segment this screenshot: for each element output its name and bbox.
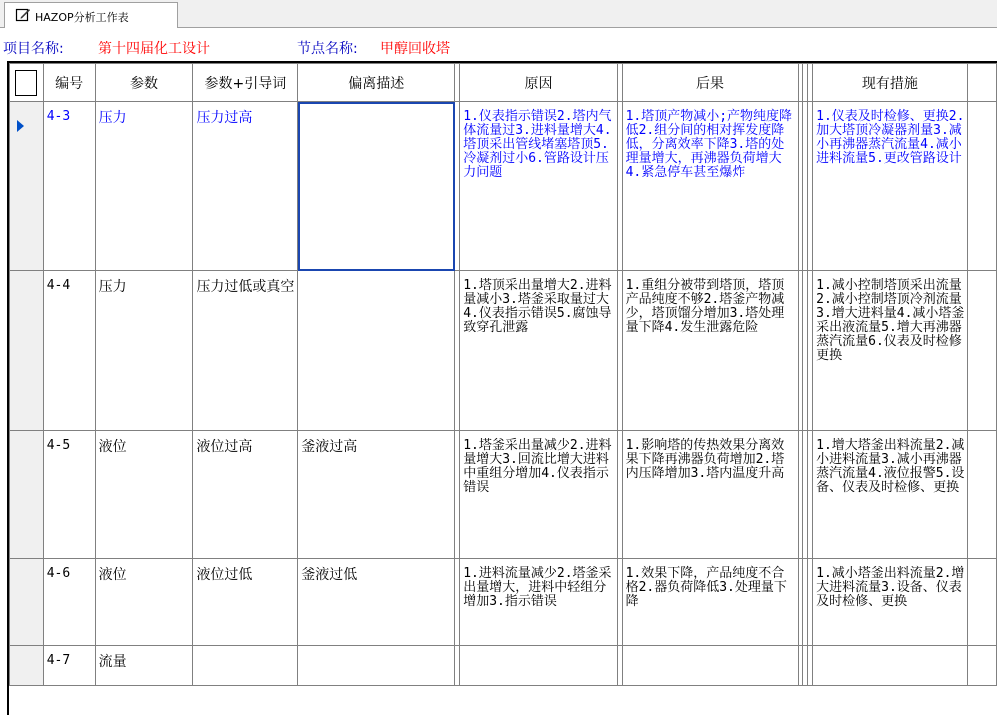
column-header-filler xyxy=(967,64,996,102)
cell-guideword[interactable]: 压力过高 xyxy=(193,102,298,271)
cell-cause[interactable]: 1.塔顶采出量增大2.进料量减小3.塔釜采取量过大4.仪表指示错误5.腐蚀导致穿孔泄露 xyxy=(460,271,617,431)
cell-deviation[interactable]: 釜液过高 xyxy=(298,431,455,559)
row-selector[interactable] xyxy=(10,431,44,559)
row-selector[interactable] xyxy=(10,646,44,686)
row-selector[interactable] xyxy=(10,271,44,431)
cell-filler xyxy=(967,102,996,271)
header-row xyxy=(10,64,997,102)
node-name-label: 节点名称: xyxy=(297,41,358,57)
cell-consequence[interactable] xyxy=(622,646,798,686)
column-header-param[interactable]: 参数 xyxy=(95,64,193,102)
column-header-consequence[interactable]: 后果 xyxy=(622,64,798,102)
cell-deviation-focused[interactable] xyxy=(298,102,455,271)
hazop-table xyxy=(9,63,997,686)
cell-filler xyxy=(967,646,996,686)
tab-hazop-worksheet[interactable] xyxy=(4,2,178,28)
cell-deviation[interactable] xyxy=(298,271,455,431)
cell-filler xyxy=(967,431,996,559)
table-row[interactable] xyxy=(10,271,997,431)
cell-cause[interactable]: 1.仪表指示错误2.塔内气体流量过3.进料量增大4.塔顶采出管线堵塞塔顶5.冷凝剂过小6.管路设计压力问题 xyxy=(460,102,617,271)
left-margin xyxy=(0,61,7,715)
tab-bar xyxy=(0,0,997,28)
cell-consequence[interactable]: 1.塔顶产物减小;产物纯度降低2.组分间的相对挥发度降低，分离效率下降3.塔的处理量增大，再沸器负荷增大4.紧急停车甚至爆炸 xyxy=(622,102,798,271)
cell-guideword[interactable]: 液位过高 xyxy=(193,431,298,559)
column-header-id[interactable]: 编号 xyxy=(43,64,95,102)
cell-param[interactable]: 流量 xyxy=(95,646,193,686)
row-selector[interactable] xyxy=(10,559,44,646)
cell-id[interactable]: 4-4 xyxy=(43,271,95,431)
cell-guideword[interactable]: 压力过低或真空 xyxy=(193,271,298,431)
node-name-value: 甲醇回收塔 xyxy=(380,41,450,57)
cell-consequence[interactable]: 1.效果下降，产品纯度不合格2.器负荷降低3.处理量下降 xyxy=(622,559,798,646)
cell-guideword[interactable]: 液位过低 xyxy=(193,559,298,646)
tab-label: HAZOP分析工作表 xyxy=(35,11,129,24)
cell-deviation[interactable]: 釜液过低 xyxy=(298,559,455,646)
column-header-guideword[interactable]: 参数+引导词 xyxy=(193,64,298,102)
project-name-label: 项目名称: xyxy=(3,41,64,57)
cell-deviation[interactable] xyxy=(298,646,455,686)
cell-param[interactable]: 压力 xyxy=(95,102,193,271)
cell-measures[interactable]: 1.增大塔釜出料流量2.减小进料流量3.减小再沸器蒸汽流量4.液位报警5.设备、仪表及时检修、更换 xyxy=(813,431,968,559)
table-row[interactable] xyxy=(10,431,997,559)
cell-filler xyxy=(967,271,996,431)
cell-id[interactable]: 4-5 xyxy=(43,431,95,559)
hazop-grid[interactable] xyxy=(7,61,997,715)
select-all-box[interactable] xyxy=(15,70,37,96)
cell-measures[interactable] xyxy=(813,646,968,686)
cell-param[interactable]: 液位 xyxy=(95,431,193,559)
cell-measures[interactable]: 1.减小塔釜出料流量2.增大进料流量3.设备、仪表及时检修、更换 xyxy=(813,559,968,646)
cell-id[interactable]: 4-7 xyxy=(43,646,95,686)
select-all-cell[interactable] xyxy=(10,64,44,102)
info-bar xyxy=(0,28,997,61)
project-name-value: 第十四届化工设计 xyxy=(98,41,210,57)
edit-form-icon xyxy=(15,6,31,22)
row-selector[interactable] xyxy=(10,102,44,271)
table-row[interactable] xyxy=(10,102,997,271)
cell-consequence[interactable]: 1.影响塔的传热效果分离效果下降再沸器负荷增加2.塔内压降增加3.塔内温度升高 xyxy=(622,431,798,559)
column-header-measures[interactable]: 现有措施 xyxy=(813,64,968,102)
table-row[interactable] xyxy=(10,559,997,646)
cell-id[interactable]: 4-6 xyxy=(43,559,95,646)
cell-measures[interactable]: 1.仪表及时检修、更换2.加大塔顶冷凝器剂量3.减小再沸器蒸汽流量4.减小进料流量5.更改管路设计 xyxy=(813,102,968,271)
cell-cause[interactable]: 1.塔釜采出量减少2.进料量增大3.回流比增大进料中重组分增加4.仪表指示错误 xyxy=(460,431,617,559)
column-header-deviation[interactable]: 偏离描述 xyxy=(298,64,455,102)
column-header-cause[interactable]: 原因 xyxy=(460,64,617,102)
current-row-arrow-icon xyxy=(17,120,24,132)
cell-measures[interactable]: 1.减小控制塔顶采出流量2.减小控制塔顶冷剂流量3.增大进料量4.减小塔釜采出液流量5.增大再沸器蒸汽流量6.仪表及时检修更换 xyxy=(813,271,968,431)
cell-guideword[interactable] xyxy=(193,646,298,686)
table-row[interactable] xyxy=(10,646,997,686)
cell-param[interactable]: 压力 xyxy=(95,271,193,431)
cell-param[interactable]: 液位 xyxy=(95,559,193,646)
cell-cause[interactable]: 1.进料流量减少2.塔釜采出量增大，进料中轻组分增加3.指示错误 xyxy=(460,559,617,646)
cell-cause[interactable] xyxy=(460,646,617,686)
cell-filler xyxy=(967,559,996,646)
cell-id[interactable]: 4-3 xyxy=(43,102,95,271)
cell-consequence[interactable]: 1.重组分被带到塔顶，塔顶产品纯度不够2.塔釜产物减少，塔顶馏分增加3.塔处理量下降4.发生泄露危险 xyxy=(622,271,798,431)
